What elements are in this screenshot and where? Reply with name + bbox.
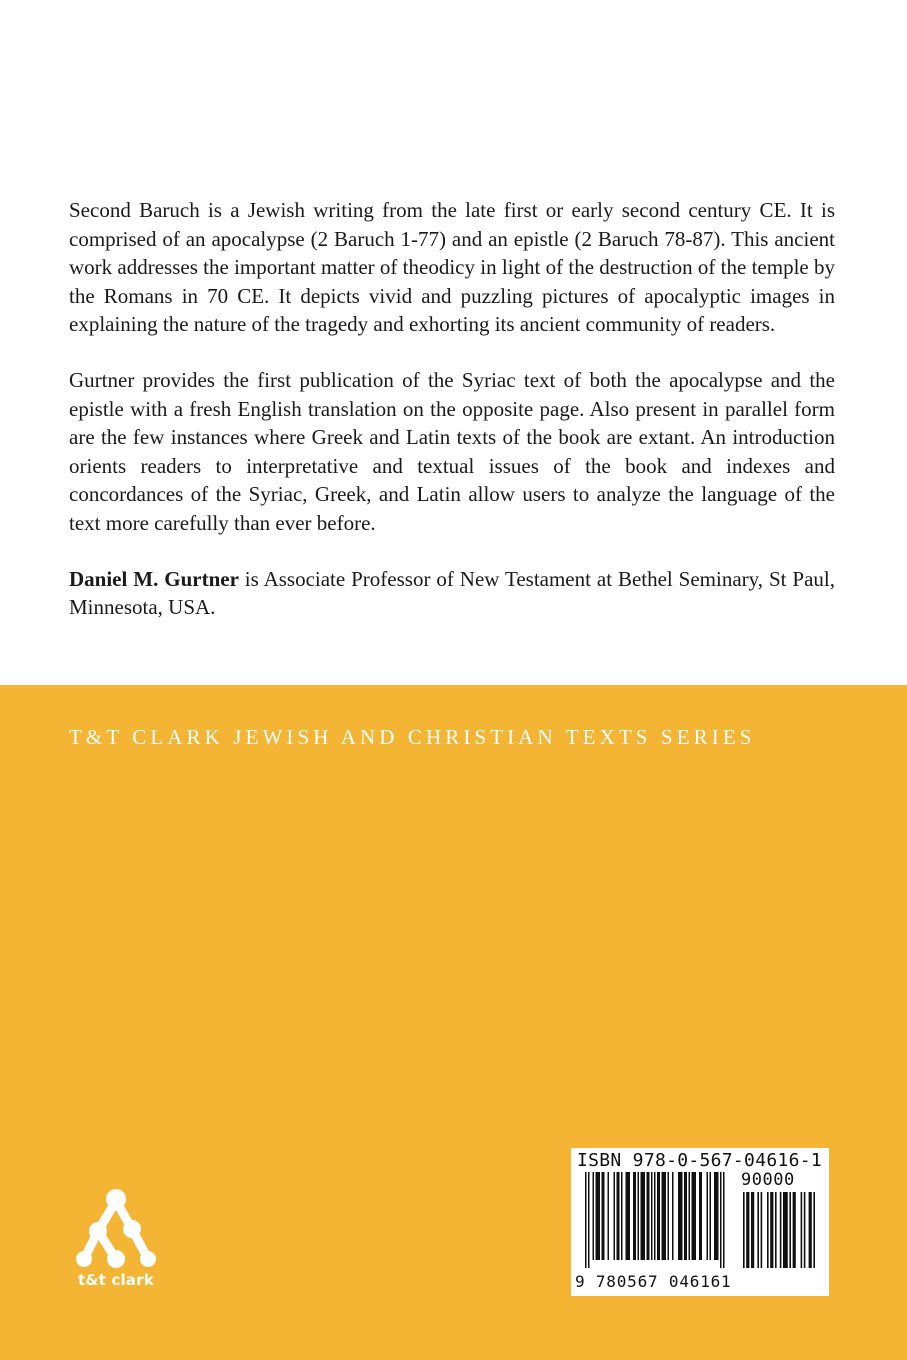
barcode-bar — [692, 1172, 697, 1260]
barcode-bar — [801, 1192, 803, 1268]
barcode-bar — [746, 1192, 749, 1268]
author-bio-text: is Associate Professor of New Testament at Bethel Seminary, St Paul, Minnesota, USA. — [69, 566, 835, 620]
barcode-bar — [767, 1192, 769, 1268]
barcode-bar — [608, 1172, 610, 1260]
author-name: Daniel M. Gurtner — [69, 566, 239, 591]
barcode-bar — [804, 1192, 806, 1268]
barcode-bar — [707, 1172, 709, 1260]
barcode-bar — [809, 1192, 812, 1268]
addon-barcode-bars — [743, 1192, 823, 1270]
barcode-bar — [633, 1172, 636, 1260]
barcode-bar — [657, 1172, 660, 1260]
barcode-bar — [638, 1172, 640, 1260]
barcode-bar — [651, 1172, 653, 1260]
barcode-bar — [684, 1172, 687, 1260]
barcode-bar — [647, 1172, 650, 1260]
barcode-bar — [593, 1172, 595, 1260]
ean-barcode-bars — [585, 1172, 735, 1270]
barcode-bar — [751, 1192, 754, 1268]
barcode-bar — [614, 1172, 616, 1260]
barcode-bar — [588, 1172, 590, 1268]
ean-digits: 9 780567 046161 — [575, 1272, 732, 1291]
connected-nodes-logo-icon — [76, 1187, 156, 1271]
barcode-bar — [793, 1192, 796, 1268]
publisher-logo-text: t&t clark — [78, 1271, 154, 1289]
price-code: 90000 — [741, 1170, 795, 1190]
description-paragraph-1: Second Baruch is a Jewish writing from the late first or early second century CE. It is comprised of an apocalypse (2 Baruch 1-77) and an epistle (2 Baruch 78-87). This ancient work addresses the important matter of theodicy in light of the destruction of the temple by the Romans in 70 CE. It depicts vivid and puzzling pictures of apocalyptic images in explaining the nature of the tragedy and exhorting its ancient community of readers. — [69, 198, 835, 337]
barcode-bar — [672, 1172, 674, 1260]
book-description — [69, 196, 835, 622]
barcode-bar — [585, 1172, 587, 1268]
barcode-bar — [714, 1172, 719, 1260]
barcode-bar — [699, 1172, 702, 1260]
barcode-bar — [626, 1172, 631, 1260]
series-band — [0, 685, 907, 1360]
isbn-label: ISBN 978-0-567-04616-1 — [577, 1150, 823, 1171]
barcode-bar — [654, 1172, 656, 1260]
barcode-bar — [641, 1172, 646, 1260]
barcode-bar — [720, 1172, 722, 1268]
barcode-bar — [783, 1192, 788, 1268]
barcode-bar — [761, 1192, 763, 1268]
barcode-bar — [757, 1192, 759, 1268]
barcode-bar — [602, 1172, 605, 1260]
author-bio — [69, 565, 835, 622]
barcode-bar — [678, 1172, 683, 1260]
barcode-bar — [689, 1172, 691, 1260]
barcode-bar — [596, 1172, 601, 1260]
barcode-bar — [621, 1172, 623, 1260]
barcode-bar — [710, 1172, 712, 1260]
barcode-bar — [617, 1172, 620, 1260]
barcode-bar — [743, 1192, 745, 1268]
barcode-bar — [780, 1192, 782, 1268]
series-title: T&T CLARK JEWISH AND CHRISTIAN TEXTS SERIES — [69, 725, 756, 749]
barcode-bar — [723, 1172, 725, 1268]
barcode-bar — [789, 1192, 791, 1268]
publisher-logo — [76, 1187, 156, 1297]
barcode-bar — [668, 1172, 670, 1260]
barcode-bar — [662, 1172, 667, 1260]
description-paragraph-2: Gurtner provides the first publication of the Syriac text of both the apocalypse and the epistle with a fresh English translation on the opposite page. Also present in parallel form are the few instances where Greek and Latin texts of the book are extant. An introduction orients readers to interpretative and textual issues of the book and indexes and concordances of the Syriac, Greek, and Latin allow users to analyze the language of the text more carefully than ever before. — [69, 367, 835, 535]
barcode-bar — [775, 1192, 777, 1268]
barcode-bar — [813, 1192, 815, 1268]
barcode-bar — [770, 1192, 773, 1268]
isbn-barcode — [571, 1148, 829, 1296]
